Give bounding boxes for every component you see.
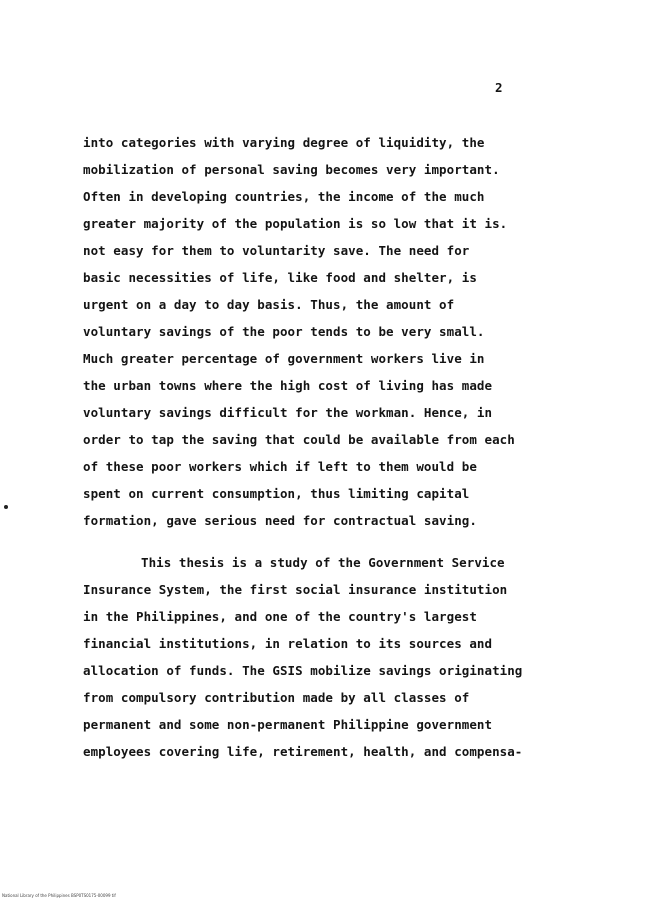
- paragraph-2-line: in the Philippines, and one of the country's largest: [83, 609, 477, 624]
- paragraph-2-line: from compulsory contribution made by all classes of: [83, 690, 470, 705]
- paragraph-1-line: mobilization of personal saving becomes very important.: [83, 162, 500, 177]
- margin-mark: [4, 505, 8, 509]
- paragraph-1-line: basic necessities of life, like food and shelter, is: [83, 270, 477, 285]
- paragraph-1-line: the urban towns where the high cost of living has made: [83, 378, 493, 393]
- paragraph-1-line: Often in developing countries, the income of the much: [83, 189, 485, 204]
- paragraph-1-line: Much greater percentage of government workers live in: [83, 351, 485, 366]
- paragraph-1-line: into categories with varying degree of liquidity, the: [83, 135, 485, 150]
- paragraph-1-line: formation, gave serious need for contractual saving.: [83, 513, 477, 528]
- paragraph-1-line: order to tap the saving that could be available from each: [83, 432, 515, 447]
- paragraph-2-line: This thesis is a study of the Government Service: [141, 555, 505, 570]
- paragraph-1-line: voluntary savings of the poor tends to be very small.: [83, 324, 485, 339]
- scan-footer: National Library of the Philippines BSP0TS0175-00099 tif: [2, 893, 116, 898]
- page-number: 2: [495, 80, 503, 95]
- paragraph-2-line: Insurance System, the first social insurance institution: [83, 582, 508, 597]
- paragraph-1-line: of these poor workers which if left to them would be: [83, 459, 477, 474]
- paragraph-2-line: employees covering life, retirement, health, and compensa-: [83, 744, 523, 759]
- paragraph-2-line: allocation of funds. The GSIS mobilize savings originating: [83, 663, 523, 678]
- paragraph-2-line: permanent and some non-permanent Philippine government: [83, 717, 493, 732]
- paragraph-1-line: spent on current consumption, thus limiting capital: [83, 486, 470, 501]
- paragraph-1-line: urgent on a day to day basis. Thus, the amount of: [83, 297, 455, 312]
- paragraph-2-line: financial institutions, in relation to its sources and: [83, 636, 493, 651]
- paragraph-1-line: not easy for them to voluntarity save. The need for: [83, 243, 470, 258]
- paragraph-1-line: voluntary savings difficult for the workman. Hence, in: [83, 405, 493, 420]
- paragraph-1-line: greater majority of the population is so low that it is.: [83, 216, 508, 231]
